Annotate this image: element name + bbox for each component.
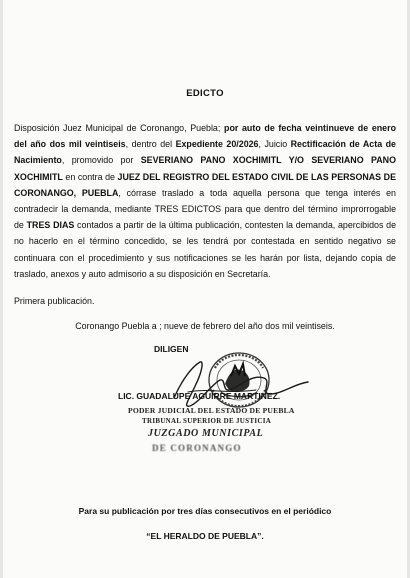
publication-note: Primera publicación. <box>14 296 95 306</box>
stamp-line-juzgado: JUZGADO MUNICIPAL <box>148 428 264 439</box>
diligenciario-label: DILIGEN <box>154 344 189 354</box>
stamp-line-poder-judicial: PODER JUDICIAL DEL ESTADO DE PUEBLA <box>128 406 295 415</box>
body-intro: Disposición Juez Municipal de Coronango, Puebla; <box>14 123 221 133</box>
body-juicio-prefix: , Juicio <box>258 139 291 150</box>
body-mid-text: , córrase traslado a toda aquella persona que tenga interés en contradecir la demanda, mediante TRES EDICTOS para que dentro del término improrrogable de <box>14 187 396 231</box>
body-demandado: JUEZ DEL REGISTRO DEL ESTADO CIVIL DE LAS PERSONAS DE CORONANGO, PUEBLA <box>14 171 396 198</box>
signatory-name: LIC. GUADALUPE AGUIRRE MARTINEZ. <box>118 391 281 401</box>
body-expediente: Expediente 20/2026 <box>175 139 259 150</box>
place-and-date: Coronango Puebla a ; nueve de febrero del año dos mil veintiseis. <box>75 321 335 331</box>
signature-block <box>120 344 350 464</box>
handwritten-signature-icon <box>160 354 320 414</box>
stamp-line-municipio: DE CORONANGO <box>152 443 242 453</box>
body-plazo: TRES DIAS <box>26 220 75 231</box>
body-auto-phrase: por auto de fecha veintinueve de enero del año dos mil veintiseis <box>14 123 396 150</box>
publication-instruction: Para su publicación por tres días consecutivos en el periódico <box>78 506 332 516</box>
body-juicio-type: Rectificación de Acta de Nacimiento <box>14 139 396 166</box>
body-en-contra-de: en contra de <box>62 171 118 182</box>
body-promoventes: SEVERIANO PANO XOCHIMITL Y/O SEVERIANO PANO XOCHIMITL <box>14 155 396 182</box>
page-edge-left <box>0 0 3 578</box>
body-closing-text: contados a partir de la última publicación, contesten la demanda, apercibidos de no hacerlo en el término concedido, se les tendrá por contestada en sentido negativo se continuara con el procedimiento y sus notificaciones se les harán por lista, dejando copia de traslado, anexos y auto admisorio a su disposición en Secretaría. <box>14 220 397 279</box>
body-promovido-por: , promovido por <box>61 155 141 166</box>
stamp-line-tribunal: TRIBUNAL SUPERIOR DE JUSTICIA <box>142 417 272 425</box>
edict-body <box>14 120 396 282</box>
newspaper-name: “EL HERALDO DE PUEBLA”. <box>146 531 264 541</box>
document-title: EDICTO <box>186 88 224 99</box>
body-dentro-del: , dentro del <box>125 139 176 150</box>
